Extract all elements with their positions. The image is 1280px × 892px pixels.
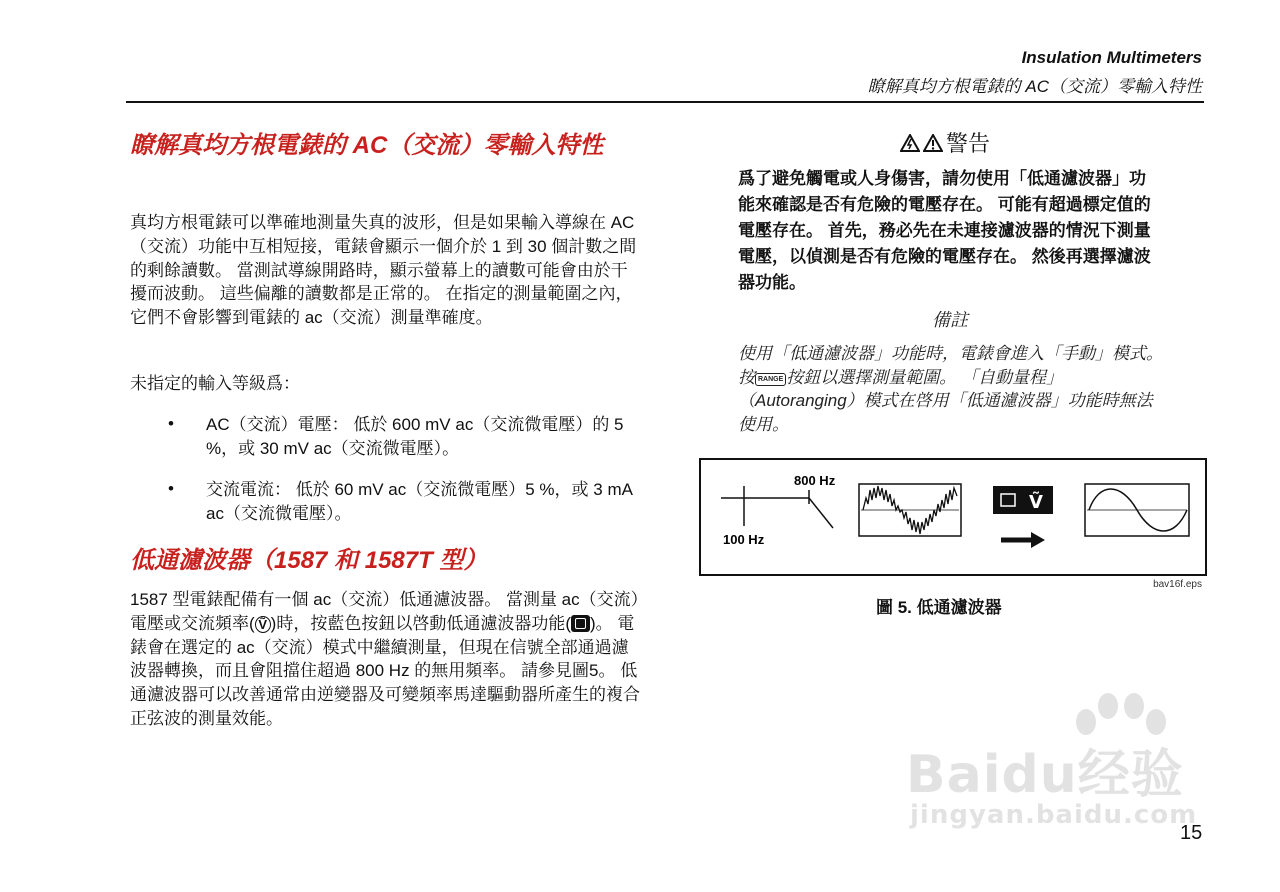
paragraph-text: 1587 型電錶配備有一個 ac（交流）低通濾波器。 當測量 ac（交流）電壓或交流頻率(	[130, 590, 640, 633]
label-800hz: 800 Hz	[794, 473, 836, 488]
note-heading: 備註	[932, 310, 968, 330]
caution-triangle-icon	[923, 134, 943, 152]
bullet-item-ac-voltage: AC（交流）電壓： 低於 600 mV ac（交流微電壓）的 5 %，或 30 mV ac（交流微電壓）。	[206, 415, 624, 458]
warning-heading	[900, 127, 990, 158]
bullet-item-ac-current: 交流電流： 低於 60 mV ac（交流微電壓）5 %，或 3 mA ac（交流微電壓）。	[206, 480, 633, 523]
figure-caption: 圖 5. 低通濾波器	[876, 598, 1002, 617]
paragraph-text: )。 電錶會在選定的 ac（交流）模式中繼續測量，但現在信號全部通過濾波器轉換，而且會阻擋住超過 800 Hz 的無用頻率。 請參見圖5。 低通濾波器可以改善通常由逆變器及可變頻率馬達驅動器所產生的複合正弦波的測量效能。	[130, 613, 640, 728]
ac-volts-symbol: Ṽ	[1029, 492, 1043, 513]
response-rolloff-line	[809, 498, 833, 528]
section-heading-zero-input: 瞭解真均方根電錶的 AC（交流）零輸入特性	[130, 132, 604, 159]
figure-drawing	[701, 460, 1205, 574]
bullet-marker: •	[168, 479, 174, 498]
paragraph-text: )時，按藍色按鈕以啓動低通濾波器功能(	[270, 613, 571, 633]
paragraph-lowpass-filter	[130, 588, 640, 731]
lowpass-button-icon	[571, 615, 590, 632]
warning-triangle-icon	[900, 134, 920, 152]
bullet-marker: •	[168, 414, 174, 433]
watermark-brand: Baidu经验	[906, 745, 1184, 805]
note-text	[738, 342, 1168, 436]
warning-title: 警告	[946, 131, 991, 156]
figure-file-name: bav16f.eps	[1153, 579, 1202, 590]
ac-volts-icon: Ṽ	[255, 616, 271, 633]
running-header-title: Insulation Multimeters	[1021, 48, 1202, 67]
paragraph-unspecified-levels: 未指定的輸入等級爲：	[130, 374, 300, 393]
note-text-part: 使用「低通濾波器」功能時，電錶會進入「手動」模式。 按	[738, 344, 1163, 387]
paragraph-zero-input: 真均方根電錶可以準確地測量失真的波形，但是如果輸入導線在 AC（交流）功能中互相短接，電錶會顯示一個介於 1 到 30 個計數之間的剩餘讀數。 當測試導線開路時，顯示螢幕上的讀數可能會由於干擾而波動。 這些偏離的讀數都是正常的。 在指定的測量範圍之內，它們不會影響到電錶的 ac（交流）測量準確度。	[130, 213, 637, 328]
running-header-subtitle: 瞭解真均方根電錶的 AC（交流）零輸入特性	[867, 77, 1202, 96]
page-number: 15	[1180, 822, 1203, 844]
watermark-url: jingyan.baidu.com	[910, 800, 1198, 830]
warning-text: 爲了避免觸電或人身傷害，請勿使用「低通濾波器」功能來確認是否有危險的電壓存在。 可能有超過標定值的電壓存在。 首先，務必先在未連接濾波器的情況下測量電壓，以偵測是否有危險的電壓存在。 然後再選擇濾波器功能。	[738, 169, 1151, 292]
range-key-icon: RANGE	[755, 373, 786, 386]
baidu-watermark	[906, 696, 1202, 846]
figure-lowpass-diagram	[699, 458, 1207, 576]
note-text-part: 按鈕以選擇測量範圍。 「自動量程」（Autoranging）模式在啓用「低通濾波器」功能時無法使用。	[738, 367, 1153, 434]
section-heading-lowpass-filter: 低通濾波器（1587 和 1587T 型）	[130, 547, 488, 574]
header-divider	[126, 101, 1204, 103]
lowpass-meter-button	[993, 486, 1053, 514]
label-100hz: 100 Hz	[723, 532, 765, 547]
arrow-head-icon	[1031, 532, 1045, 548]
